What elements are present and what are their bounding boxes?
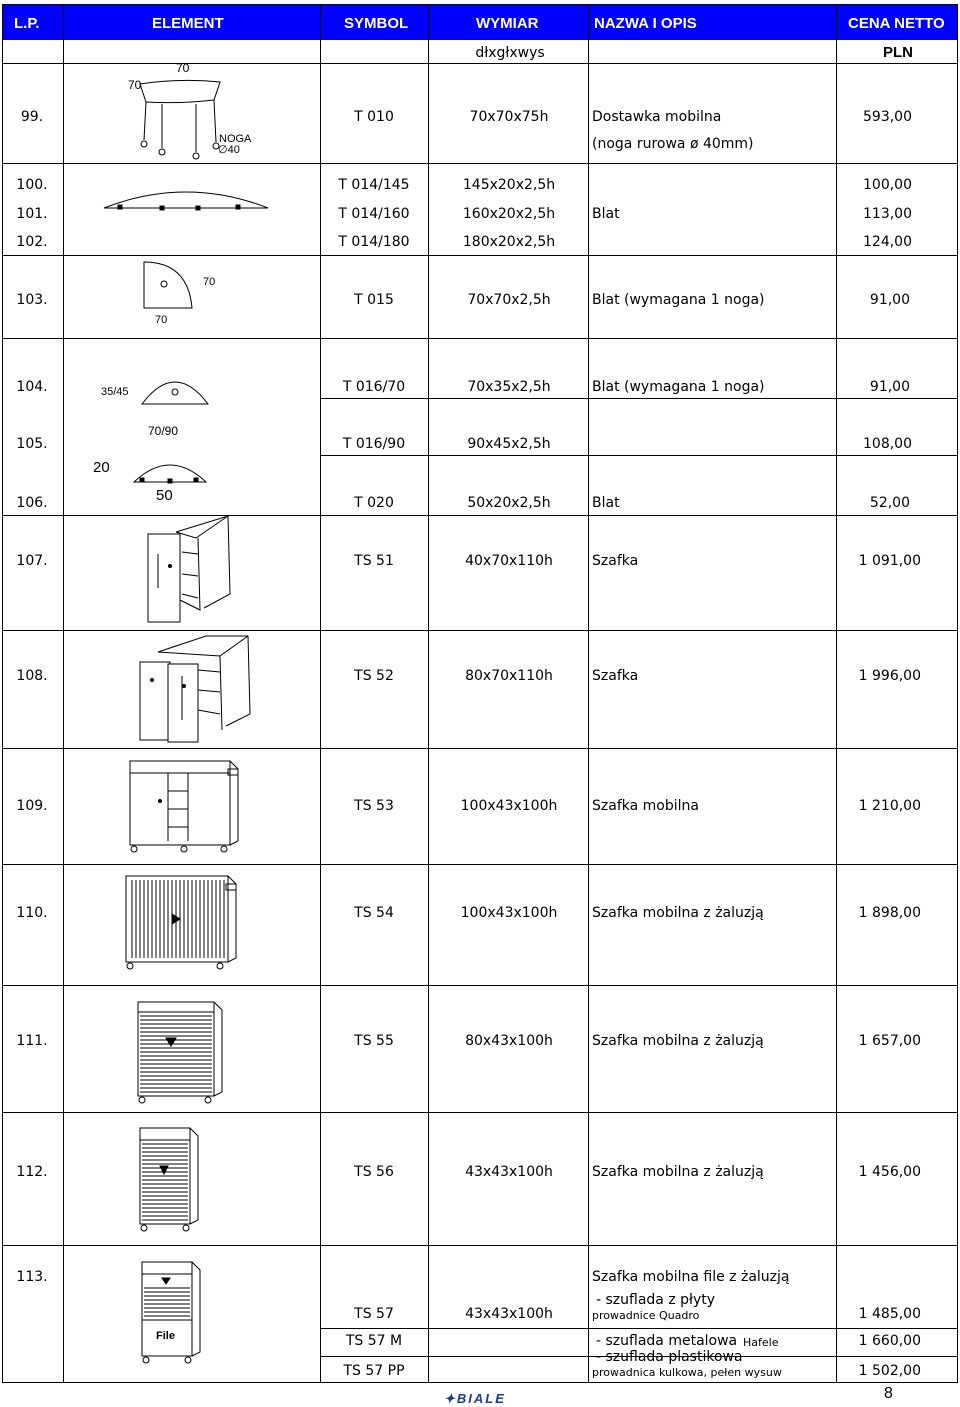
row-111-lp: 111.: [16, 1033, 48, 1049]
dim-label: 70: [203, 276, 216, 288]
cabinet-ts51-drawing: [140, 512, 240, 627]
row-104-cena: 91,00: [869, 379, 910, 395]
row-109-symbol: TS 53: [354, 798, 394, 814]
row-99-nazwa: Dostawka mobilna: [592, 109, 722, 125]
row-107-cena: 1 091,00: [858, 553, 921, 569]
row-106-nazwa: Blat: [592, 495, 620, 511]
row-105-symbol: T 016/90: [342, 436, 406, 452]
dim-label: 70: [128, 78, 142, 92]
row-101-wymiar: 160x20x2,5h: [462, 206, 556, 222]
row-99-cena: 593,00: [863, 109, 912, 125]
dim-label: 20: [93, 459, 110, 476]
row-107-symbol: TS 51: [354, 553, 394, 569]
row-113a-opis: - szuflada z płyty: [596, 1292, 716, 1308]
row-103-symbol: T 015: [354, 292, 394, 308]
cabinet-ts57-drawing: [138, 1256, 214, 1366]
row-110-lp: 110.: [16, 905, 48, 921]
row-99-lp: 99.: [20, 109, 44, 125]
row-112-nazwa: Szafka mobilna z żaluzją: [592, 1164, 764, 1180]
halfround-t016-drawing: [140, 374, 210, 408]
row-104-lp: 104.: [16, 379, 48, 395]
row-113b-symbol: TS 57 M: [345, 1333, 403, 1349]
dim-label: ∅40: [218, 144, 240, 156]
row-104-symbol: T 016/70: [342, 379, 406, 395]
corner-top-t015-drawing: [130, 256, 210, 336]
row-102-lp: 102.: [16, 234, 48, 250]
dim-label: 50: [156, 487, 173, 504]
row-106-symbol: T 020: [354, 495, 394, 511]
cabinet-ts53-drawing: [124, 755, 248, 859]
dim-label: 70/90: [148, 424, 179, 438]
row-108-cena: 1 996,00: [858, 668, 921, 684]
row-109-wymiar: 100x43x100h: [460, 798, 558, 814]
row-105-wymiar: 90x45x2,5h: [467, 436, 551, 452]
row-103-nazwa: Blat (wymagana 1 noga): [592, 292, 765, 308]
row-110-wymiar: 100x43x100h: [460, 905, 558, 921]
row-107-wymiar: 40x70x110h: [465, 553, 553, 569]
col-element-header: ELEMENT: [152, 15, 224, 32]
row-109-lp: 109.: [16, 798, 48, 814]
col-nazwa-header: NAZWA I OPIS: [594, 15, 697, 32]
row-111-symbol: TS 55: [354, 1033, 394, 1049]
row-109-cena: 1 210,00: [858, 798, 921, 814]
row-110-nazwa: Szafka mobilna z żaluzją: [592, 905, 764, 921]
row-113a-opis2: prowadnice Quadro: [592, 1309, 700, 1322]
col-wymiar-header: WYMIAR: [476, 15, 539, 32]
row-104-wymiar: 70x35x2,5h: [467, 379, 551, 395]
row-111-wymiar: 80x43x100h: [465, 1033, 553, 1049]
row-113c-cena: 1 502,00: [858, 1363, 921, 1379]
row-108-wymiar: 80x70x110h: [465, 668, 553, 684]
row-111-nazwa: Szafka mobilna z żaluzją: [592, 1033, 764, 1049]
row-111-cena: 1 657,00: [858, 1033, 921, 1049]
row-108-nazwa: Szafka: [592, 668, 639, 684]
col-lp-header: L.P.: [14, 15, 40, 32]
row-112-cena: 1 456,00: [858, 1164, 921, 1180]
row-113b-opis2: Hafele: [743, 1336, 779, 1349]
row-110-cena: 1 898,00: [858, 905, 921, 921]
row-113-nazwa: Szafka mobilna file z żaluzją: [592, 1269, 790, 1285]
file-label: File: [156, 1330, 175, 1342]
page-number: 8: [884, 1385, 893, 1402]
row-104-nazwa: Blat (wymagana 1 noga): [592, 379, 765, 395]
row-113a-symbol: TS 57: [354, 1306, 394, 1322]
row-103-wymiar: 70x70x2,5h: [467, 292, 551, 308]
row-100-lp: 100.: [16, 177, 48, 193]
cena-subheader: PLN: [883, 44, 913, 61]
dim-label: 70: [155, 314, 168, 326]
row-106-cena: 52,00: [869, 495, 910, 511]
halfround-t016-90-drawing: [130, 448, 210, 488]
row-101-lp: 101.: [16, 206, 48, 222]
row-110-symbol: TS 54: [354, 905, 394, 921]
row-113c-opis: - szuflada plastikowa: [596, 1349, 743, 1365]
row-107-nazwa: Szafka: [592, 553, 639, 569]
row-102-wymiar: 180x20x2,5h: [462, 234, 556, 250]
cabinet-ts52-drawing: [128, 630, 252, 748]
row-102-symbol: T 014/180: [338, 234, 410, 250]
row-101-cena: 113,00: [863, 206, 912, 222]
logo-mark-icon: ✦: [444, 1391, 457, 1406]
wymiar-subheader: dłxgłxwys: [475, 45, 545, 61]
row-101-symbol: T 014/160: [338, 206, 410, 222]
row-113c-symbol: TS 57 PP: [343, 1363, 405, 1379]
row-100-cena: 100,00: [863, 177, 912, 193]
row-100-symbol: T 014/145: [338, 177, 410, 193]
row-100-wymiar: 145x20x2,5h: [462, 177, 556, 193]
col-symbol-header: SYMBOL: [344, 15, 409, 32]
table-t010-drawing: [110, 62, 270, 162]
col-cena-header: CENA NETTO: [848, 15, 945, 32]
row-99-symbol: T 010: [354, 109, 394, 125]
brand-logo: [444, 1391, 506, 1407]
row-112-wymiar: 43x43x100h: [465, 1164, 553, 1180]
row-103-lp: 103.: [16, 292, 48, 308]
row-113a-wymiar: 43x43x100h: [465, 1306, 553, 1322]
cabinet-ts54-drawing: [120, 870, 250, 974]
row-99-wymiar: 70x70x75h: [469, 109, 549, 125]
dim-label: NOGA: [219, 133, 252, 145]
row-106-wymiar: 50x20x2,5h: [467, 495, 551, 511]
dim-label: 70: [176, 61, 190, 75]
row-112-symbol: TS 56: [354, 1164, 394, 1180]
row-101-nazwa: Blat: [592, 206, 620, 222]
row-113b-opis: - szuflada metalowa: [596, 1333, 738, 1349]
row-103-cena: 91,00: [869, 292, 910, 308]
row-113a-cena: 1 485,00: [858, 1306, 921, 1322]
row-105-lp: 105.: [16, 436, 48, 452]
row-113c-opis2: prowadnica kulkowa, pełen wysuw: [592, 1366, 782, 1379]
row-112-lp: 112.: [16, 1164, 48, 1180]
cabinet-ts56-drawing: [136, 1122, 212, 1234]
cabinet-ts55-drawing: [130, 996, 230, 1108]
row-107-lp: 107.: [16, 553, 48, 569]
row-113-lp: 113.: [16, 1269, 48, 1285]
row-113b-cena: 1 660,00: [858, 1333, 921, 1349]
board-t014-drawing: [100, 176, 272, 232]
row-102-cena: 124,00: [863, 234, 912, 250]
row-108-lp: 108.: [16, 668, 48, 684]
logo-text: BIALE: [456, 1391, 506, 1406]
row-106-lp: 106.: [16, 495, 48, 511]
row-109-nazwa: Szafka mobilna: [592, 798, 699, 814]
row-108-symbol: TS 52: [354, 668, 394, 684]
row-105-cena: 108,00: [863, 436, 912, 452]
dim-label: 35/45: [101, 386, 129, 398]
table-header: [2, 4, 957, 40]
row-99-opis: (noga rurowa ø 40mm): [592, 136, 754, 152]
